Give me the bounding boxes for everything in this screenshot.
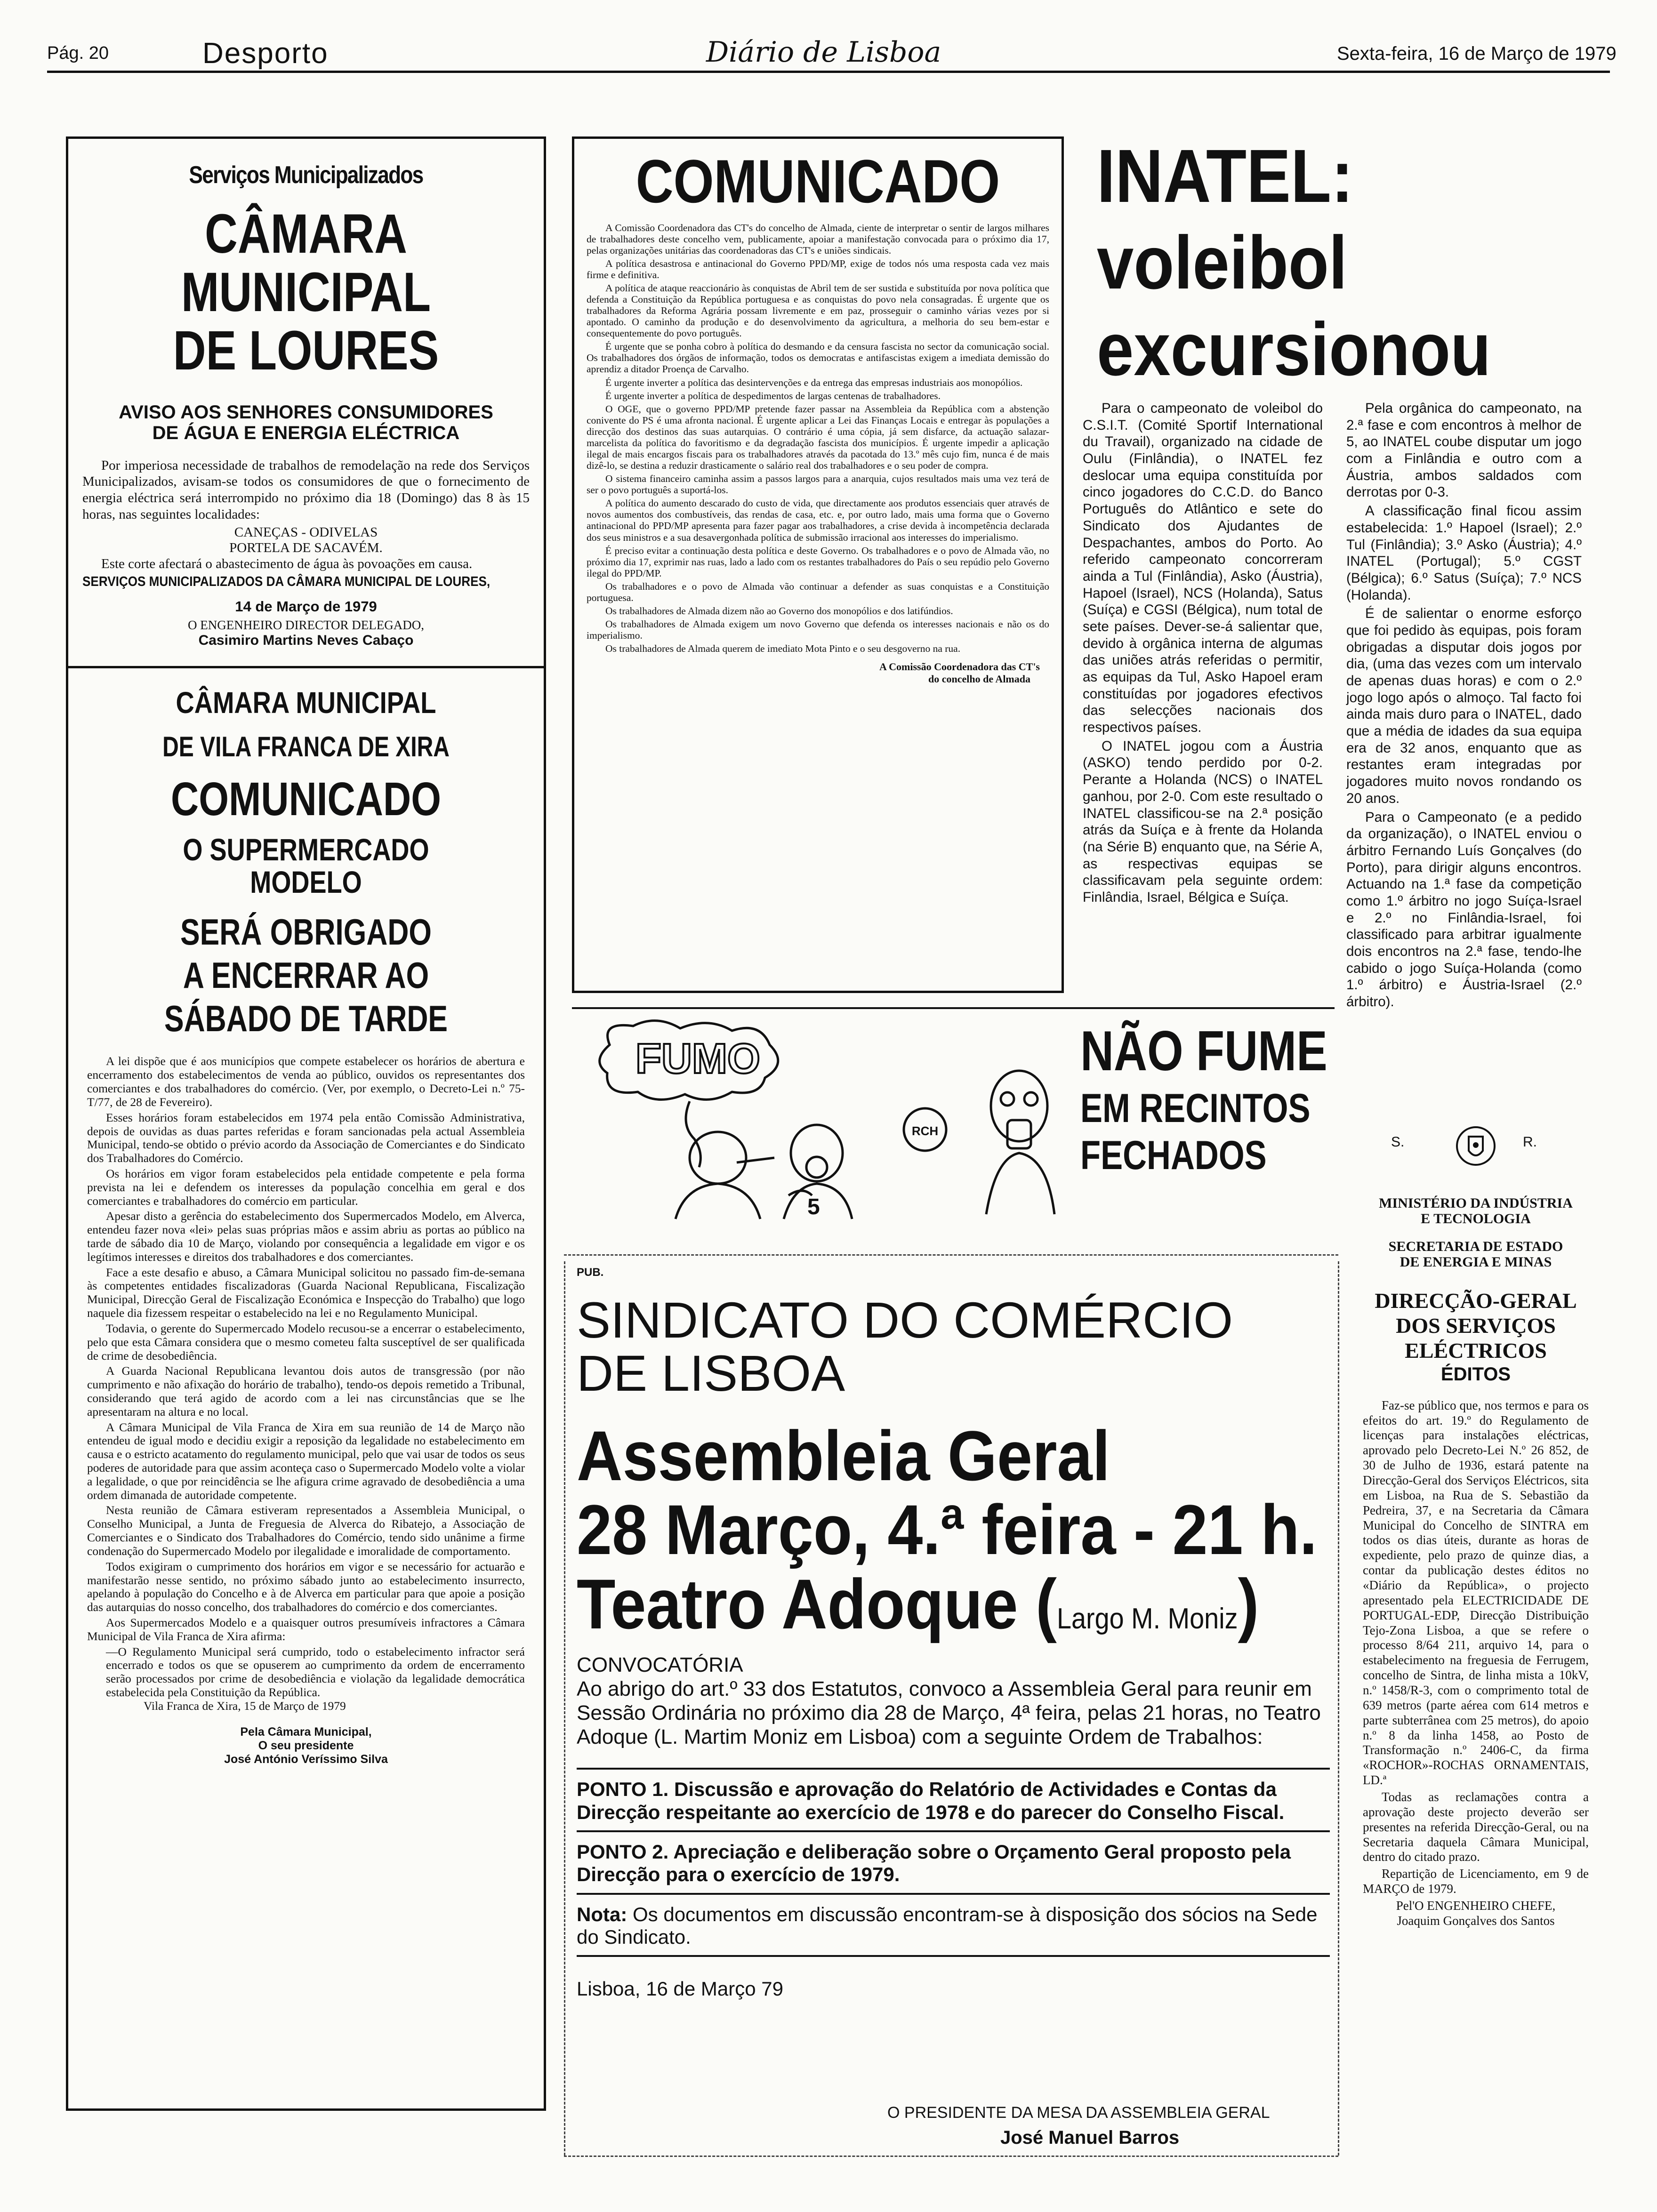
rch-logo-text: RCH (911, 1124, 939, 1138)
ministry-name-2: E TECNOLOGIA (1421, 1211, 1531, 1226)
almada-paragraph: O OGE, que o governo PPD/MP pretende fazer passar na Assembleia da República com a abstenção conivente do PS é uma afronta nacional. É urgente aplicar a Lei das Finanças Locais e entregar às populações a direcção dos destinos das suas autarquias. O contrário é uma cópia, já sem disfarce, da actuação salazar-marcelista da política do favoritismo e da degradação fascista dos municípios. É urgente impedir a aplicação ilegal de mais encargos fiscais para os trabalhadores através da pacotada do 13.º mês cujo fim, nunca é de mais dizê-lo, se destina a reduzir drasticamente o salário real dos trabalhadores e o seu poder de compra. (587, 403, 1049, 472)
almada-paragraph: A política de ataque reaccionário às conquistas de Abril tem de ser sustida e substituída por nova política que defenda a Constituição da República portuguesa e as conquistas do povo nela consagradas. É urgente que os trabalhadores da Reforma Agrária possam livremente e em paz, prosseguir o caminho várias vezes por si apontado. O caminho da produção e do desenvolvimento da agricultura, a melhoria do seu bem-estar e consequentemente do povo português. (587, 282, 1049, 339)
masked-figure-filter (1007, 1120, 1031, 1148)
fumo-line-1: NÃO FUME (1080, 1019, 1327, 1082)
inatel-paragraph: Para o campeonato de voleibol do C.S.I.T. (Comité Sportif International du Travail), organizado na cidade de Oulu (Finlândia), o INATEL fez deslocar uma equipa constituída por cinco jogadores do C.C.D. do Banco Português do Atlântico e sete do Sindicato dos Ajudantes de Despachantes, ambos do Porto. Ao referido campeonato concorreram ainda a Tul (Finlândia), Asko (Áustria), Hapoel (Israel), NCS (Holanda), Satus (Suíça) e CGSI (Bélgica), num total de sete países. Dever-se-á salientar que, devido à orgânica interna de algumas das uniões atrás referidas o permitir, as equipas da Tul, Asko Hapoel eram constituídas por jogadores efectivos das selecções nacionais dos respectivos países. (1083, 401, 1323, 736)
almada-paragraph: É urgente inverter a política das desintervenções e da entrega das empresas industriais aos monopólios. (605, 377, 1023, 388)
gasmask-filter (806, 1157, 827, 1178)
note-body: Os documentos em discussão encontram-se à disposição dos sócios na Sede do Sindicato. (577, 1903, 1318, 1948)
inatel-column-1 (1083, 400, 1323, 908)
emblem-s: S. (1391, 1134, 1405, 1150)
loures-kicker: Serviços Municipalizados (189, 161, 423, 189)
newspaper-name: Diário de Lisboa (706, 36, 941, 69)
column-separator (1338, 1261, 1339, 2156)
inatel-article (1083, 136, 1601, 1068)
directorate-1: DIRECÇÃO-GERAL (1375, 1289, 1577, 1313)
vfx-paragraph: Todavia, o gerente do Supermercado Modelo recusou-se a encerrar o estabelecimento, pelo que esta Câmara considera que o mesmo cometeu falta susceptível de ser qualificada de crime de desobediência. (87, 1321, 525, 1362)
convocatoria-text: Ao abrigo do art.º 33 dos Estatutos, convoco a Assembleia Geral para reunir em Sessão Ordinária no próximo dia 28 de Março, 4ª feira, pelas 21 horas, no Teatro Adoque (L. Martim Moniz em Lisboa) com a seguinte Ordem de Trabalhos: (577, 1677, 1321, 1749)
almada-paragraph: A política desastrosa e antinacional do Governo PPD/MP, exige de todos nós uma resposta cada vez mais firme e definitiva. (587, 257, 1049, 281)
almada-paragraph: É preciso evitar a continuação desta política e deste Governo. Os trabalhadores e o povo de Almada vão, no próximo dia 17, exprimir nas ruas, lado a lado com os restantes trabalhadores do País o seu repúdio pelo Governo ilegal do PPD/MP. (587, 545, 1049, 579)
section-divider (564, 1254, 1338, 1256)
vfx-title-4: O SUPERMERCADO MODELO (183, 832, 429, 900)
almada-paragraph: É urgente que se ponha cobro à política do desmando e da censura fascista no sector da comunicação social. Os trabalhadores dos órgãos de informação, todos os democratas e antifascistas exigem a imediata demissão do aprendiz a ditador Proença de Carvalho. (587, 341, 1049, 375)
loures-title-1: CÂMARA MUNICIPAL (181, 203, 431, 323)
almada-paragraph: Os trabalhadores de Almada querem de imediato Mota Pinto e o seu desgoverno na rua. (605, 643, 961, 655)
vfx-sign-3: José António Veríssimo Silva (224, 1752, 388, 1766)
section-divider (564, 2156, 1338, 2157)
masked-figure-head (991, 1071, 1047, 1141)
gasmask-head (791, 1125, 843, 1181)
loures-signature-date: 14 de Março de 1979 (235, 598, 377, 615)
section-title: Desporto (202, 37, 329, 70)
vfx-paragraph: Todos exigiram o cumprimento dos horários em vigor e se necessário for actuarão e manifestarão nesse sentido, no próximo sábado junto ao estabelecimento insurrecto, apelando à população do Concelho e à de Alverca em particular para que apoie a posição das autarquias do nosso concelho, dos trabalhadores do comércio e dos comerciantes. (87, 1559, 525, 1614)
almada-paragraph: A Comissão Coordenadora das CT's do concelho de Almada, ciente de interpretar o sentir de largos milhares de trabalhadores deste concelho vem, publicamente, apoiar a manifestação convocada para o próximo dia 17, pelas organizações unitárias das coordenadoras das CT's e uniões sindicais. (587, 222, 1049, 256)
vfx-paragraph: A Câmara Municipal de Vila Franca de Xira em sua reunião de 14 de Março não entendeu de igual modo e decidiu exigir a reposição da legalidade no estabelecimento em causa e o estricto acatamento do regulamento municipal, pelo que vai usar de todos os seus poderes de autoridade para que assim aconteça caso o Supermercado Modelo volte a violar a legalidade, o que por reincidência se lhe afigura crime agravado de desobediência a uma ordem dimanada de autoridade competente. (87, 1420, 525, 1502)
section-divider (572, 1007, 1335, 1009)
vfx-notice (66, 666, 546, 2111)
ministry-name-1: MINISTÉRIO DA INDÚSTRIA (1379, 1195, 1573, 1211)
inatel-paragraph: O INATEL jogou com a Áustria (ASKO) tendo perdido por 0-2. Perante a Holanda (NCS) o INATEL ganhou, por 2-0. Com este resultado o INATEL classificou-se na 2.ª posição atrás da Suíça e à frente da Holanda (na Série B) enquanto que, na Série A, as respectivas equipas se classificavam pela seguinte ordem: Finlândia, Israel, Bélgica e Suíça. (1083, 738, 1323, 905)
fumo-word: FUMO (635, 1035, 760, 1082)
loures-notice (66, 136, 546, 668)
directorate-3: ELÉCTRICOS (1405, 1338, 1547, 1362)
loures-subtitle-2: DE ÁGUA E ENERGIA ELÉCTRICA (152, 422, 460, 443)
inatel-title-3: excursionou (1097, 307, 1491, 391)
venue-close: ) (1238, 1564, 1259, 1643)
no-smoking-ad (572, 1012, 1335, 1233)
vfx-title-2: DE VILA FRANCA DE XIRA (162, 731, 450, 763)
almada-paragraph: O sistema financeiro caminha assim a passos largos para a anarquia, cujos resultados mais uma vez terá de ser o povo português a suportá-los. (587, 473, 1049, 496)
republic-emblem-row (1349, 1120, 1603, 1172)
shirt-number: 5 (807, 1194, 820, 1219)
sindicato-place-date: Lisboa, 16 de Março 79 (577, 1978, 783, 2000)
editos-paragraph: Todas as reclamações contra a aprovação deste projecto deverão ser presentes na referida Direcção-Geral, ou na Secretaria daquela Câmara Municipal, dentro do citado prazo. (1363, 1790, 1589, 1864)
editos-paragraph: Faz-se público que, nos termos e para os efeitos do art. 19.º do Regulamento de licenças para instalações eléctricas, aprovado pelo Decreto-Lei N.º 26 852, de 30 de Julho de 1936, estará patente na Direcção-Geral dos Serviços Eléctricos, sita em Lisboa, na Rua de S. Sebastião da Pedreira, 37, e na Secretaria da Câmara Municipal do Concelho de SINTRA em todos os dias úteis, durante as horas de expediente, pelo prazo de quinze dias, a contar da publicação destes éditos no «Diário da República», o projecto apresentado pela ELECTRICIDADE DE PORTUGAL-EDP, Direcção Distribuição Tejo-Zona Lisboa, a que se refere o processo 8/64 211, arquivo 14, para o estabelecimento na freguesia de Ferrugem, concelho de Sintra, de linha mista a 10kV, n.º 1458/R-3, com o comprimento total de 639 metros (parte aérea com 614 metros e parte subterrânea com 25 metros), do apoio n.º 8 da linha 1458, ao Posto de Transformação n.º 2406-C, da firma «ROCHOR»-ROCHAS ORNAMENTAIS, LD.ª (1363, 1398, 1589, 1787)
convocatoria-title: CONVOCATÓRIA (577, 1653, 743, 1677)
assembly-date: 28 Março, 4.ª feira - 21 h. (577, 1490, 1318, 1570)
vfx-paragraph: A Guarda Nacional Republicana levantou dois autos de transgressão (por não cumprimento e não afixação do horário de trabalho), tendo-os depois remetido a Tribunal, considerando que terá agido de acordo com a lei nas circunstâncias que se lhe apresentaram na altura e no local. (87, 1364, 525, 1419)
masked-figure-body (986, 1153, 1054, 1214)
column-separator (564, 1261, 565, 2156)
issue-date: Sexta-feira, 16 de Março de 1979 (1337, 43, 1617, 64)
editos-body (1363, 1398, 1589, 1929)
almada-sign-2: do concelho de Almada (928, 673, 1030, 685)
sindicato-name-1: SINDICATO DO COMÉRCIO (577, 1291, 1233, 1348)
inatel-paragraph: A classificação final ficou assim estabelecida: 1.º Hapoel (Israel); 2.º Tul (Finlândia); 3.º Asko (Áustria); 4.º INATEL (Portugal); 5.º CGST (Bélgica); 6.º Satus (Suíça); 7.º NCS (Holanda). (1346, 503, 1582, 603)
smoker-body (676, 1184, 760, 1219)
vfx-paragraph: Apesar disto a gerência do estabelecimento dos Supermercados Modelo, em Alverca, entendeu fazer nova «lei» pelas suas próprias mãos e assim abriu as portas ao público na tarde de sábado dia 10 de Março, violando por consequência a legalidade em vigor e os legítimos interesses e direitos dos trabalhadores e dos comerciantes. (87, 1209, 525, 1264)
editos-sign-3: Joaquim Gonçalves dos Santos (1397, 1913, 1555, 1928)
venue-name: Teatro Adoque ( (577, 1564, 1057, 1643)
almada-paragraph: Os trabalhadores de Almada dizem não ao Governo dos monopólios e dos latifúndios. (605, 605, 953, 617)
page-number: Pág. 20 (47, 43, 109, 63)
loures-title-2: DE LOURES (173, 319, 439, 382)
almada-paragraph: A política do aumento descarado do custo de vida, que directamente aos produtos essenciais quer através de novos aumentos dos combustíveis, das rendas de casa, etc. e, por outro lado, mais uma forma que o Governo antinacional do PPD/MP apresenta para fazer pagar aos trabalhadores, a crise devida à incompetência declarada dos seus ministros e a sua desavergonhada política de submissão irracional aos interesses do imperialismo. (587, 497, 1049, 543)
almada-title: COMUNICADO (635, 147, 1000, 216)
inatel-column-2 (1346, 400, 1582, 1012)
smoker-head (690, 1132, 746, 1184)
vfx-title-5: SERÁ OBRIGADO (180, 911, 432, 953)
assembly-title: Assembleia Geral (577, 1416, 1110, 1495)
vfx-paragraph: Nesta reunião de Câmara estiveram representados a Assembleia Municipal, o Conselho Municipal, a Junta de Freguesia de Alverca do Ribatejo, a Associação de Comerciantes e o Sindicato dos Trabalhadores do Comércio, tendo sido unânime a firme condenação do Supermercado Modelo por ilegalidade e imoralidade de comportamento. (87, 1503, 525, 1558)
vfx-paragraph: A lei dispõe que é aos municípios que compete estabelecer os horários de abertura e encerramento dos estabelecimentos de venda ao público, ouvidos os representantes dos comerciantes e dos trabalhadores do comércio. (Ver, por exemplo, o Decreto-Lei n.º 75-T/77, de 28 de Fevereiro). (87, 1054, 525, 1109)
almada-body (587, 222, 1049, 655)
inatel-paragraph: É de salientar o enorme esforço que foi pedido às equipas, pois foram obrigadas a disputar dois jogos por dia, (uma das vezes com um intervalo de apenas duas horas) e com o 2.º jogo logo após o almoço. Tal facto foi ainda mais duro para o INATEL, dado que a média de idades da sua equipa era de 32 anos, enquanto que as restantes eram integradas por jogadores muito novos rondando os 20 anos. (1346, 606, 1582, 806)
secretariat-1: SECRETARIA DE ESTADO (1388, 1239, 1563, 1254)
loures-signature-org: SERVIÇOS MUNICIPALIZADOS DA CÂMARA MUNICIPAL DE LOURES, (82, 574, 491, 589)
editos-sign-1: Repartição de Licenciamento, em 9 de MARÇO de 1979. (1363, 1867, 1589, 1896)
vfx-title-1: CÂMARA MUNICIPAL (176, 686, 436, 720)
almada-sign-1: A Comissão Coordenadora das CT's (879, 661, 1040, 673)
vfx-title-6: A ENCERRAR AO (183, 954, 429, 996)
vfx-paragraph: —O Regulamento Municipal será cumprido, todo o estabelecimento infractor será encerrado e todos os que se opuserem ao cumprimento da ordem de encerramento serão processados por crime de desobediência e violação da legalidade democrática estabelecida pela Constituição da República. (106, 1644, 525, 1699)
loures-signature-role: O ENGENHEIRO DIRECTOR DELEGADO, (188, 617, 424, 632)
almada-paragraph: Os trabalhadores de Almada exigem um novo Governo que defenda os interesses nacionais e não os do imperialismo. (587, 618, 1049, 641)
inatel-paragraph: Pela orgânica do campeonato, na 2.ª fase e com encontros à melhor de 5, ao INATEL coube disputar um jogo com a Finlândia e outro com a Áustria, ambos saldados com derrotas por 0-3. (1346, 401, 1582, 500)
ministerio-editos (1349, 1120, 1603, 2160)
vfx-paragraph: Esses horários foram estabelecidos em 1974 pela então Comissão Administrativa, depois de ouvidas as duas partes referidas e foram sancionadas pela actual Assembleia Municipal, tendo-se obtido o prévio acordo da Associação de Comerciantes e do Sindicato dos Trabalhadores do Comércio. (87, 1110, 525, 1165)
loures-body: Por imperiosa necessidade de trabalhos de remodelação na rede dos Serviços Municipalizados, avisam-se todos os consumidores de que o fornecimento de energia eléctrica será interrompido no próximo dia 18 (Domingo) das 8 às 15 horas, nas seguintes localidades: (82, 457, 530, 522)
loures-note: Este corte afectará o abastecimento de água às povoações em causa. (101, 556, 473, 571)
vfx-title-3: COMUNICADO (171, 773, 441, 826)
note-label: Nota: (577, 1903, 627, 1925)
loures-places-1: CANEÇAS - ODIVELAS (234, 524, 378, 540)
inatel-title-2: voleibol (1097, 220, 1347, 305)
venue-address: Largo M. Moniz (1056, 1602, 1238, 1635)
fumo-illustration (581, 1017, 1076, 1228)
secretariat-2: DE ENERGIA E MINAS (1400, 1254, 1552, 1270)
vfx-sign-1: Pela Câmara Municipal, (240, 1725, 372, 1739)
loures-subtitle-1: AVISO AOS SENHORES CONSUMIDORES (119, 401, 493, 423)
emblem-r: R. (1523, 1134, 1537, 1150)
vfx-paragraph: Aos Supermercados Modelo e a quaisquer outros presumíveis infractores a Câmara Municipal de Vila Franca de Xira afirma: (87, 1615, 525, 1643)
masthead-rule (47, 71, 1610, 73)
agenda-item-1: PONTO 1. Discussão e aprovação do Relatório de Actividades e Contas da Direcção respeitante ao exercício de 1978 e do parecer do Conselho Fiscal. (577, 1778, 1285, 1823)
vfx-paragraph: Os horários em vigor foram estabelecidos pela entidade competente e pela forma prevista na lei e defendem os interesses da população concelhia em geral e dos comerciantes e trabalhadores do comércio em particular. (87, 1166, 525, 1208)
directorate-2: DOS SERVIÇOS (1396, 1313, 1556, 1338)
cigarette (737, 1158, 774, 1162)
vfx-place-date: Vila Franca de Xira, 15 de Março de 1979 (144, 1699, 346, 1713)
assembly-venue (577, 1564, 1259, 1643)
vfx-body (87, 1055, 525, 1713)
fumo-line-3: FECHADOS (1080, 1133, 1267, 1178)
editos-title: ÉDITOS (1440, 1363, 1511, 1385)
loures-places-2: PORTELA DE SACAVÉM. (229, 540, 383, 555)
republic-emblem-icon (1455, 1122, 1497, 1170)
fumo-line-2: EM RECINTOS (1080, 1086, 1311, 1131)
smoke-trail-shape (686, 1101, 700, 1167)
almada-paragraph: Os trabalhadores e o povo de Almada vão continuar a defender as suas conquistas e a Constituição portuguesa. (587, 580, 1049, 603)
president-role: O PRESIDENTE DA MESA DA ASSEMBLEIA GERAL (887, 2104, 1270, 2122)
note-text (577, 1903, 1330, 1949)
vfx-title-7: SÁBADO DE TARDE (164, 997, 448, 1039)
president-name: José Manuel Barros (1000, 2127, 1180, 2148)
inatel-title-1: INATEL: (1097, 136, 1353, 218)
vfx-sign-2: O seu presidente (258, 1739, 354, 1752)
pub-label: PUB. (577, 1266, 604, 1279)
sindicato-name-2: DE LISBOA (577, 1345, 845, 1402)
sindicato-ad (577, 1261, 1330, 2151)
vfx-paragraph: Face a este desafio e abuso, a Câmara Municipal solicitou no passado fim-de-semana às competentes entidades fiscalizadoras (Guarda Nacional Republicana, Fiscalização Municipal, Direcção Geral de Fiscalização Económica e Inspecção do Trabalho) que logo naquele dia fizessem respeitar o estabelecido na lei e no Regulamento Municipal. (87, 1265, 525, 1320)
inatel-paragraph: Para o Campeonato (e a pedido da organização), o INATEL enviou o árbitro Fernando Luís Gonçalves (do Porto), para dirigir alguns encontros. Actuando na 1.ª fase da competição como 1.º árbitro no jogo Suíça-Israel e 2.º no Finlândia-Israel, foi classificado para arbitrar igualmente dois encontros na 2.ª fase, tendo-lhe cabido o jogo Suíça-Holanda (como 1.º árbitro) e Áustria-Israel (2.º árbitro). (1346, 809, 1582, 1010)
almada-paragraph: É urgente inverter a política de despedimentos de largas centenas de trabalhadores. (605, 390, 941, 401)
agenda-item-2: PONTO 2. Apreciação e deliberação sobre o Orçamento Geral proposto pela Direcção para o exercício de 1979. (577, 1840, 1291, 1886)
almada-notice (572, 136, 1064, 993)
loures-signature-name: Casimiro Martins Neves Cabaço (198, 632, 414, 648)
editos-sign-2: Pel'O ENGENHEIRO CHEFE, (1396, 1899, 1556, 1913)
